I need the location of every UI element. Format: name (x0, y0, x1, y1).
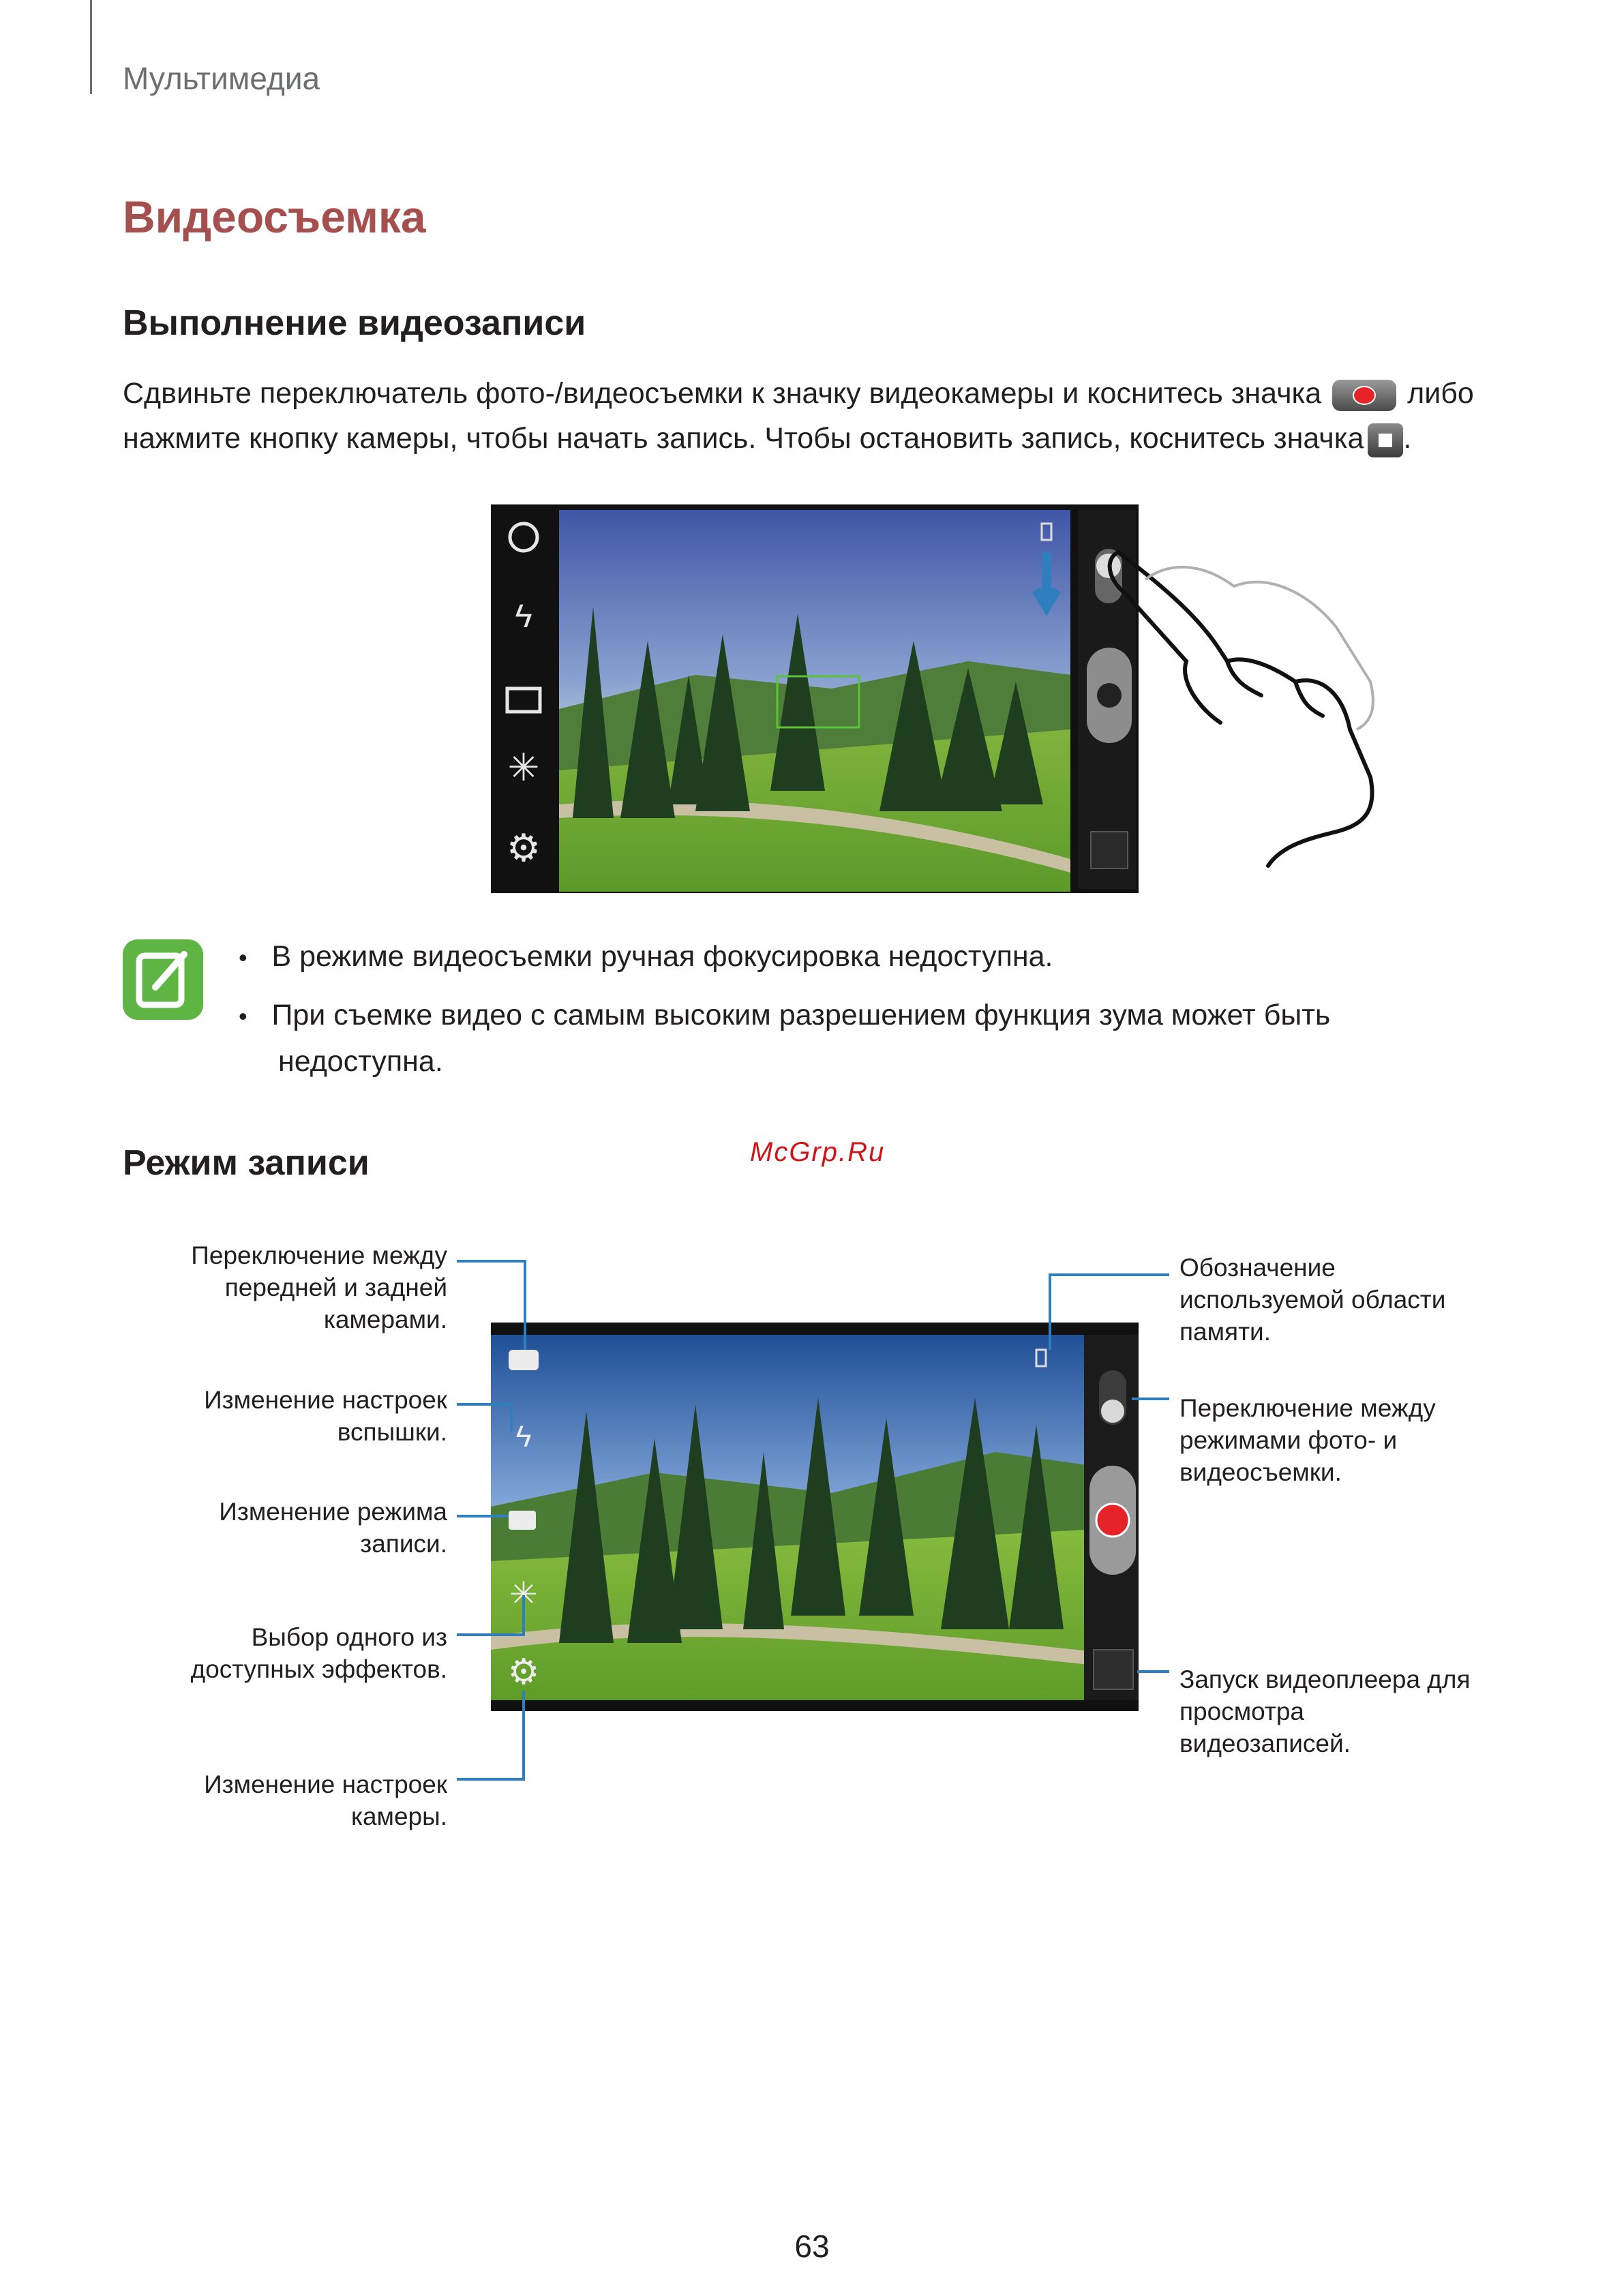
label-settings: Изменение настроек камеры. (204, 1770, 447, 1830)
effects-icon: ✳ (507, 746, 540, 789)
recording-heading: Выполнение видеозаписи (123, 303, 586, 343)
label-effects: Выбор одного из доступных эффектов. (190, 1623, 447, 1683)
label-switch-camera: Переключение между передней и задней камерами. (191, 1241, 447, 1333)
label-memory: Обозначение используемой области памяти. (1179, 1254, 1446, 1346)
recording-paragraph-line1 (123, 371, 1474, 416)
margin-rule (90, 0, 92, 94)
switch-camera-icon (509, 1350, 539, 1370)
camera-screenshot-1 (491, 504, 1391, 900)
page-title: Видеосъемка (123, 192, 426, 242)
record-button-icon (1332, 380, 1396, 411)
notes-list (239, 934, 1330, 1084)
effects-icon: ✳ (509, 1575, 538, 1614)
note-item: • В режиме видеосъемки ручная фокусировка недоступна. (239, 940, 1053, 973)
para-text: нажмите кнопку камеры, чтобы начать запись. Чтобы остановить запись, коснитесь значка (123, 422, 1364, 455)
label-mode-switch: Переключение между режимами фото- и видеосъемки. (1179, 1394, 1436, 1486)
section-header: Мультимедиа (123, 61, 320, 96)
recording-paragraph-line2 (123, 416, 1411, 461)
gallery-thumbnail-icon (1094, 1650, 1133, 1689)
para-text: либо (1407, 377, 1474, 410)
label-flash: Изменение настроек вспышки. (204, 1386, 447, 1446)
settings-icon: ⚙ (506, 826, 541, 869)
hand-gesture-icon (1110, 552, 1372, 866)
flash-icon: ϟ (515, 1420, 532, 1453)
camera-screenshot-2 (450, 1248, 1173, 1847)
note-item-continued: недоступна. (278, 1045, 443, 1078)
label-record-mode: Изменение режима записи. (219, 1498, 447, 1558)
para-text: Сдвиньте переключатель фото-/видеосъемки к значку видеокамеры и коснитесь значка (123, 377, 1322, 410)
gallery-thumbnail-icon (1091, 832, 1128, 868)
note-item: • При съемке видео с самым высоким разрешением функция зума может быть (239, 999, 1331, 1031)
settings-icon: ⚙ (507, 1652, 540, 1692)
recording-mode-icon (509, 1511, 536, 1530)
mode-heading: Режим записи (123, 1143, 370, 1183)
page-number: 63 (794, 2229, 830, 2264)
stop-button-icon (1368, 423, 1403, 457)
watermark: McGrp.Ru (750, 1137, 886, 1167)
flash-icon: ϟ (515, 599, 532, 635)
note-icon (123, 939, 203, 1020)
label-player: Запуск видеоплеера для просмотра видеозаписей. (1179, 1665, 1471, 1757)
hand-shadow-icon (1145, 567, 1373, 729)
para-text: . (1403, 422, 1412, 455)
